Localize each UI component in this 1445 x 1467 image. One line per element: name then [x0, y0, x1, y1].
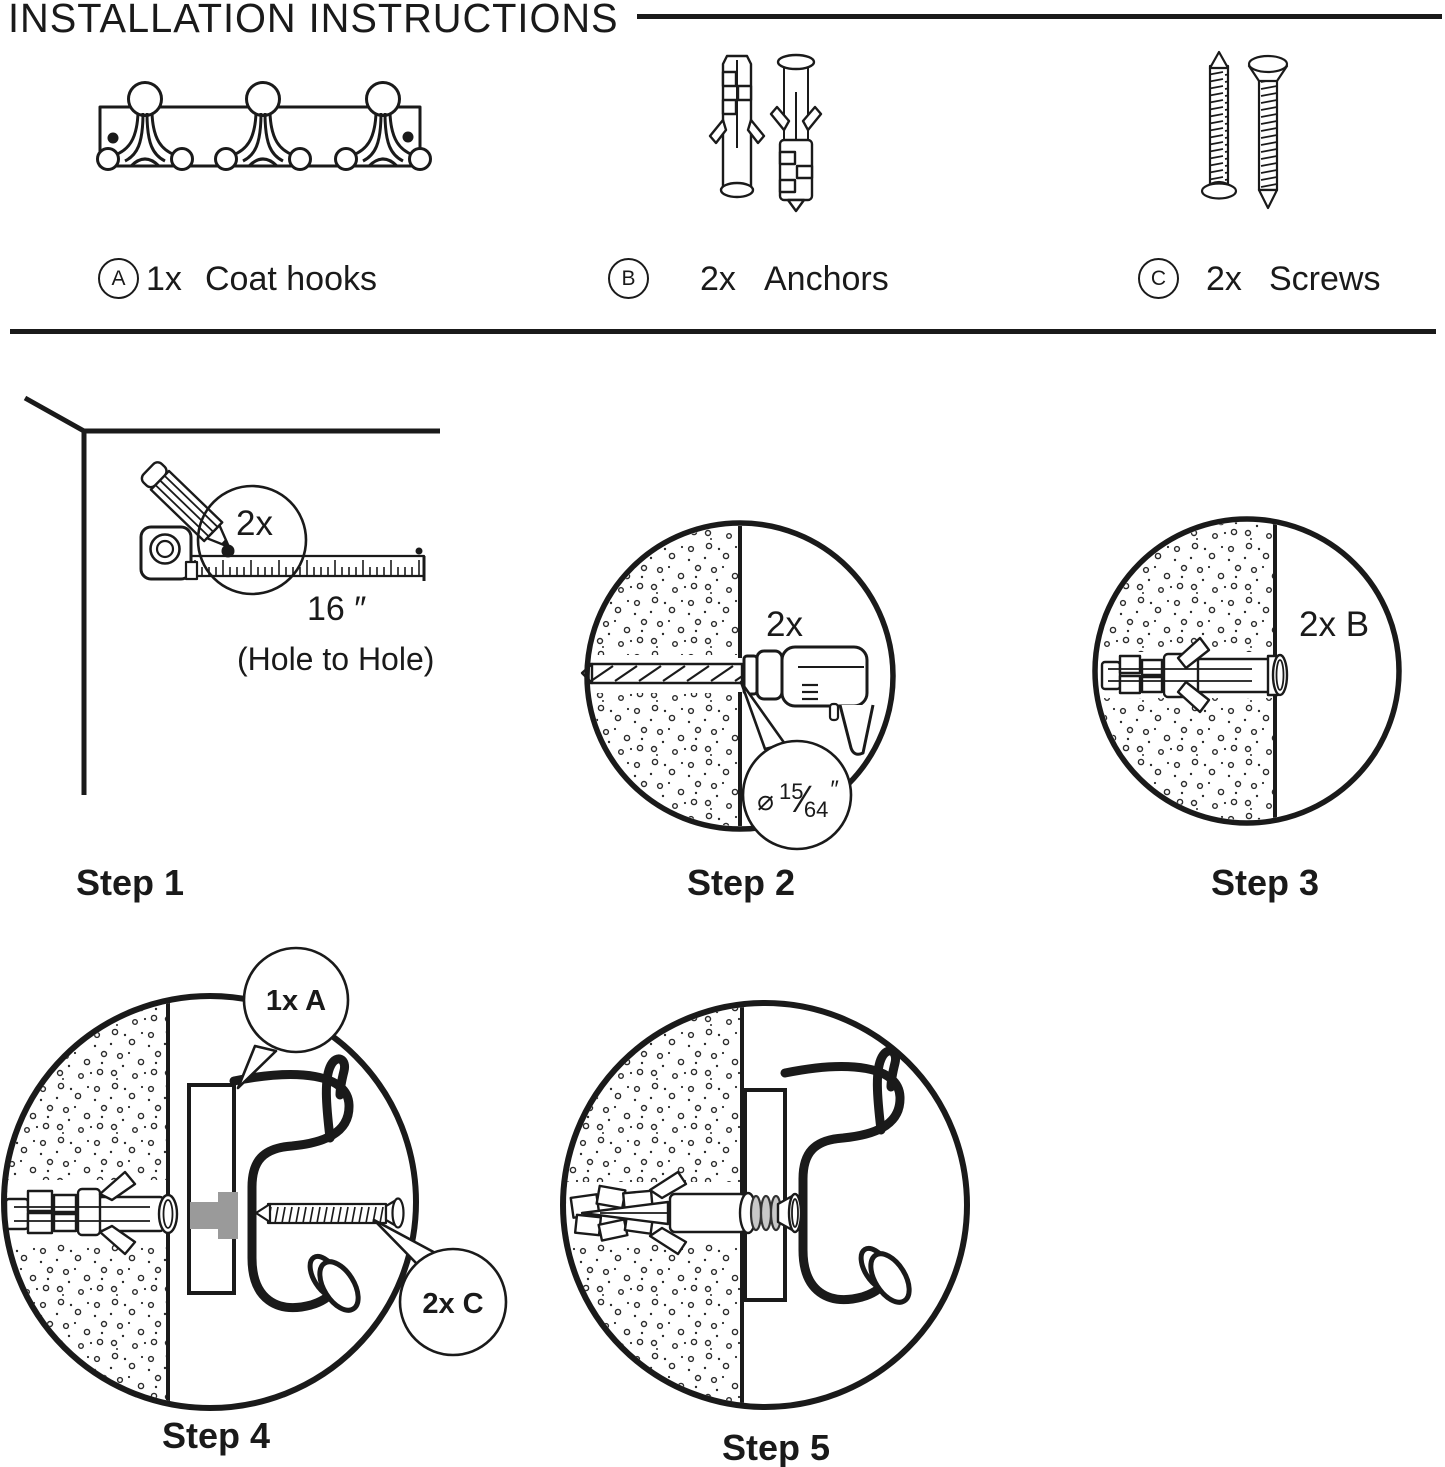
step4-callout-screws: 2x C — [422, 1288, 484, 1320]
inches-mark: ″ — [830, 775, 839, 803]
fraction-slash: ⁄ — [800, 779, 807, 821]
second-mark-dot — [416, 548, 423, 555]
screw-drawing-2 — [1249, 56, 1287, 208]
anchor-drawing-2 — [771, 55, 821, 211]
title-rule — [637, 14, 1442, 19]
step4-label: Step 4 — [162, 1415, 271, 1456]
step2-label: Step 2 — [687, 862, 796, 903]
part-qty-c: 2x — [1206, 260, 1242, 298]
fraction-denominator: 64 — [803, 796, 829, 822]
step1-label: Step 1 — [76, 862, 185, 903]
fraction-numerator: 15 — [779, 778, 804, 804]
part-letter-a: A — [111, 266, 126, 290]
hook-rail-side-view — [189, 1085, 234, 1293]
diameter-symbol: ⌀ — [757, 785, 775, 816]
step2-count: 2x — [766, 605, 803, 644]
anchors-illustration — [710, 55, 821, 211]
step3-label: Step 3 — [1211, 862, 1320, 903]
screws-illustration — [1202, 52, 1287, 208]
step3-count: 2x B — [1299, 605, 1370, 644]
step4-illustration — [0, 948, 506, 1412]
step2-illustration — [582, 521, 893, 849]
step3-illustration — [1093, 517, 1399, 827]
coat-hooks-illustration — [98, 83, 431, 170]
anchor-drawing-1 — [710, 56, 764, 197]
step1-measurement: 16 ″ — [307, 590, 367, 628]
step5-label: Step 5 — [722, 1427, 831, 1467]
step1-illustration — [25, 398, 440, 795]
part-letter-b: B — [621, 266, 636, 290]
step4-callout-coat-hooks: 1x A — [265, 985, 327, 1017]
screw-thread-coils — [751, 1196, 781, 1230]
wall-corner — [25, 398, 440, 795]
page-title: INSTALLATION INSTRUCTIONS — [8, 0, 619, 41]
part-letter-c: C — [1150, 266, 1167, 290]
screw-drawing-1 — [1202, 52, 1236, 199]
section-divider — [10, 329, 1436, 334]
part-qty-a: 1x — [146, 260, 182, 298]
step1-note: (Hole to Hole) — [237, 641, 435, 677]
pencil-mark-dot — [222, 545, 235, 558]
tape-measure-icon — [141, 527, 424, 581]
step1-mark-count: 2x — [236, 504, 273, 543]
part-name-b: Anchors — [764, 260, 889, 298]
part-name-a: Coat hooks — [205, 260, 377, 298]
part-qty-b: 2x — [700, 260, 736, 298]
part-name-c: Screws — [1269, 260, 1381, 298]
step5-illustration — [561, 1001, 967, 1411]
